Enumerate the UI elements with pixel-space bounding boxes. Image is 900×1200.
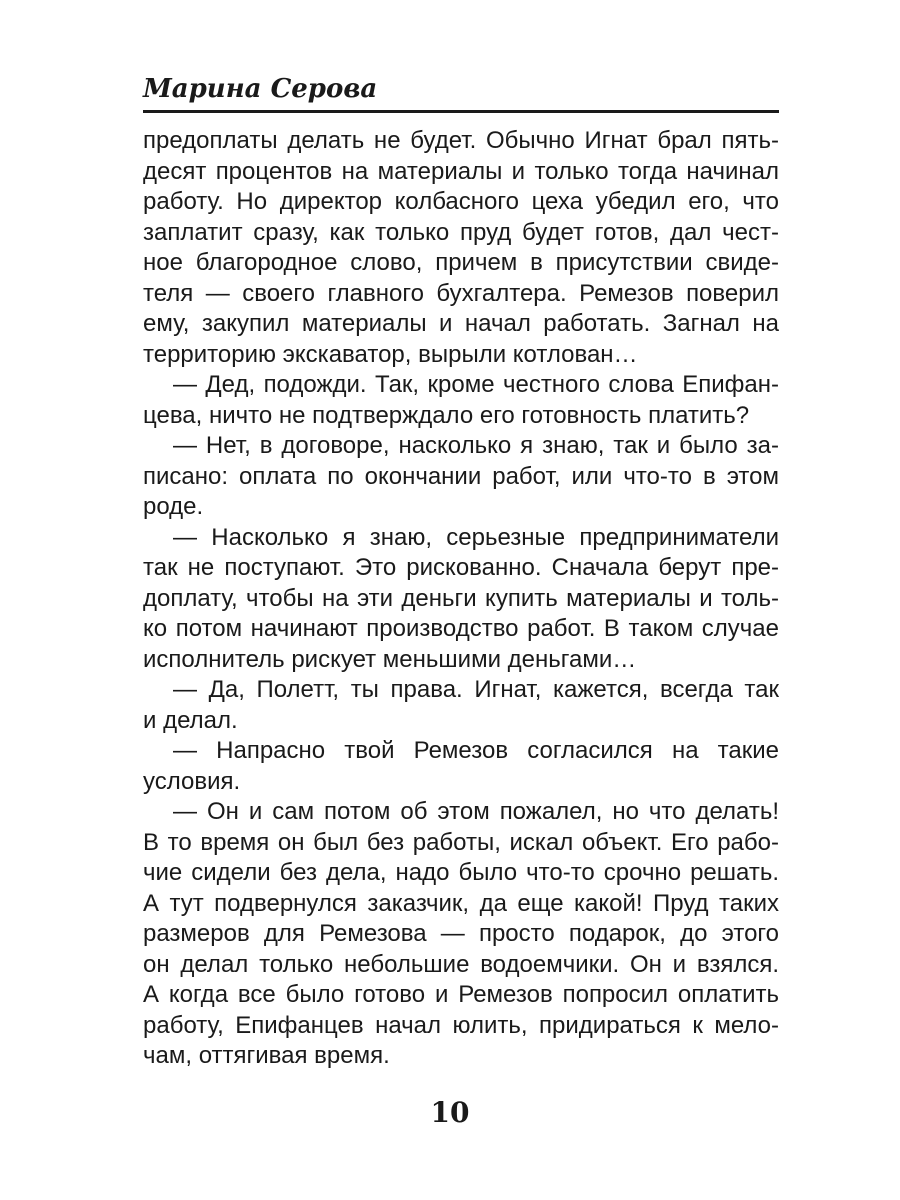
text-line: доплату, чтобы на эти деньги купить материалы и толь- bbox=[143, 584, 779, 612]
text-line: роде. bbox=[143, 493, 204, 520]
text-line: так не поступают. Это рискованно. Сначала берут пре- bbox=[143, 554, 779, 581]
text-line: — Он и сам потом об этом пожалел, но что делать! bbox=[173, 798, 779, 825]
text-line: — Напрасно твой Ремезов согласился на такие bbox=[173, 737, 779, 764]
text-line: территорию экскаватор, вырыли котлован… bbox=[143, 340, 638, 368]
text-line: писано: оплата по окончании работ, или что-то в этом bbox=[143, 462, 779, 490]
text-line: А тут подвернулся заказчик, да еще какой! Пруд таких bbox=[143, 889, 779, 917]
text-line: ко потом начинают производство работ. В таком случае bbox=[143, 615, 779, 642]
text-line: — Нет, в договоре, насколько я знаю, так и было за- bbox=[173, 432, 779, 459]
body-text bbox=[143, 126, 779, 1072]
text-line: и делал. bbox=[143, 706, 238, 734]
paragraph bbox=[143, 126, 779, 370]
text-line: исполнитель рискует меньшими деньгами… bbox=[143, 645, 637, 673]
text-line: работу. Но директор колбасного цеха убедил его, что bbox=[143, 188, 779, 215]
text-line: предоплаты делать не будет. Обычно Игнат брал пять- bbox=[143, 127, 779, 154]
paragraph bbox=[143, 675, 779, 736]
page-number: 10 bbox=[430, 1096, 470, 1129]
running-head-author: Марина Серова bbox=[143, 74, 378, 104]
text-line: — Дед, подожди. Так, кроме честного слова Епифан- bbox=[173, 371, 779, 398]
text-line: В то время он был без работы, искал объект. Его рабо- bbox=[143, 828, 779, 856]
text-line: чам, оттягивая время. bbox=[143, 1042, 390, 1069]
text-line: размеров для Ремезова — просто подарок, до этого bbox=[143, 920, 779, 947]
text-line: А когда все было готово и Ремезов попросил оплатить bbox=[143, 981, 779, 1008]
text-line: — Да, Полетт, ты права. Игнат, кажется, всегда так bbox=[173, 676, 779, 703]
paragraph bbox=[143, 523, 779, 676]
paragraph bbox=[143, 797, 779, 1072]
paragraph bbox=[143, 736, 779, 797]
text-line: он делал только небольшие водоемчики. Он и взялся. bbox=[143, 950, 779, 978]
text-line: цева, ничто не подтверждало его готовность платить? bbox=[143, 401, 750, 429]
header-rule bbox=[143, 110, 779, 113]
text-line: чие сидели без дела, надо было что-то срочно решать. bbox=[143, 859, 779, 886]
text-line: теля — своего главного бухгалтера. Ремезов поверил bbox=[143, 279, 779, 307]
paragraph bbox=[143, 431, 779, 523]
text-line: работу, Епифанцев начал юлить, придираться к мело- bbox=[143, 1011, 779, 1039]
text-line: ное благородное слово, причем в присутствии свиде- bbox=[143, 249, 779, 276]
text-line: заплатит сразу, как только пруд будет готов, дал чест- bbox=[143, 218, 779, 246]
text-line: ему, закупил материалы и начал работать. Загнал на bbox=[143, 310, 779, 337]
text-line: десят процентов на материалы и только тогда начинал bbox=[143, 157, 779, 185]
text-line: — Насколько я знаю, серьезные предприниматели bbox=[173, 523, 779, 551]
paragraph bbox=[143, 370, 779, 431]
text-line: условия. bbox=[143, 767, 241, 795]
